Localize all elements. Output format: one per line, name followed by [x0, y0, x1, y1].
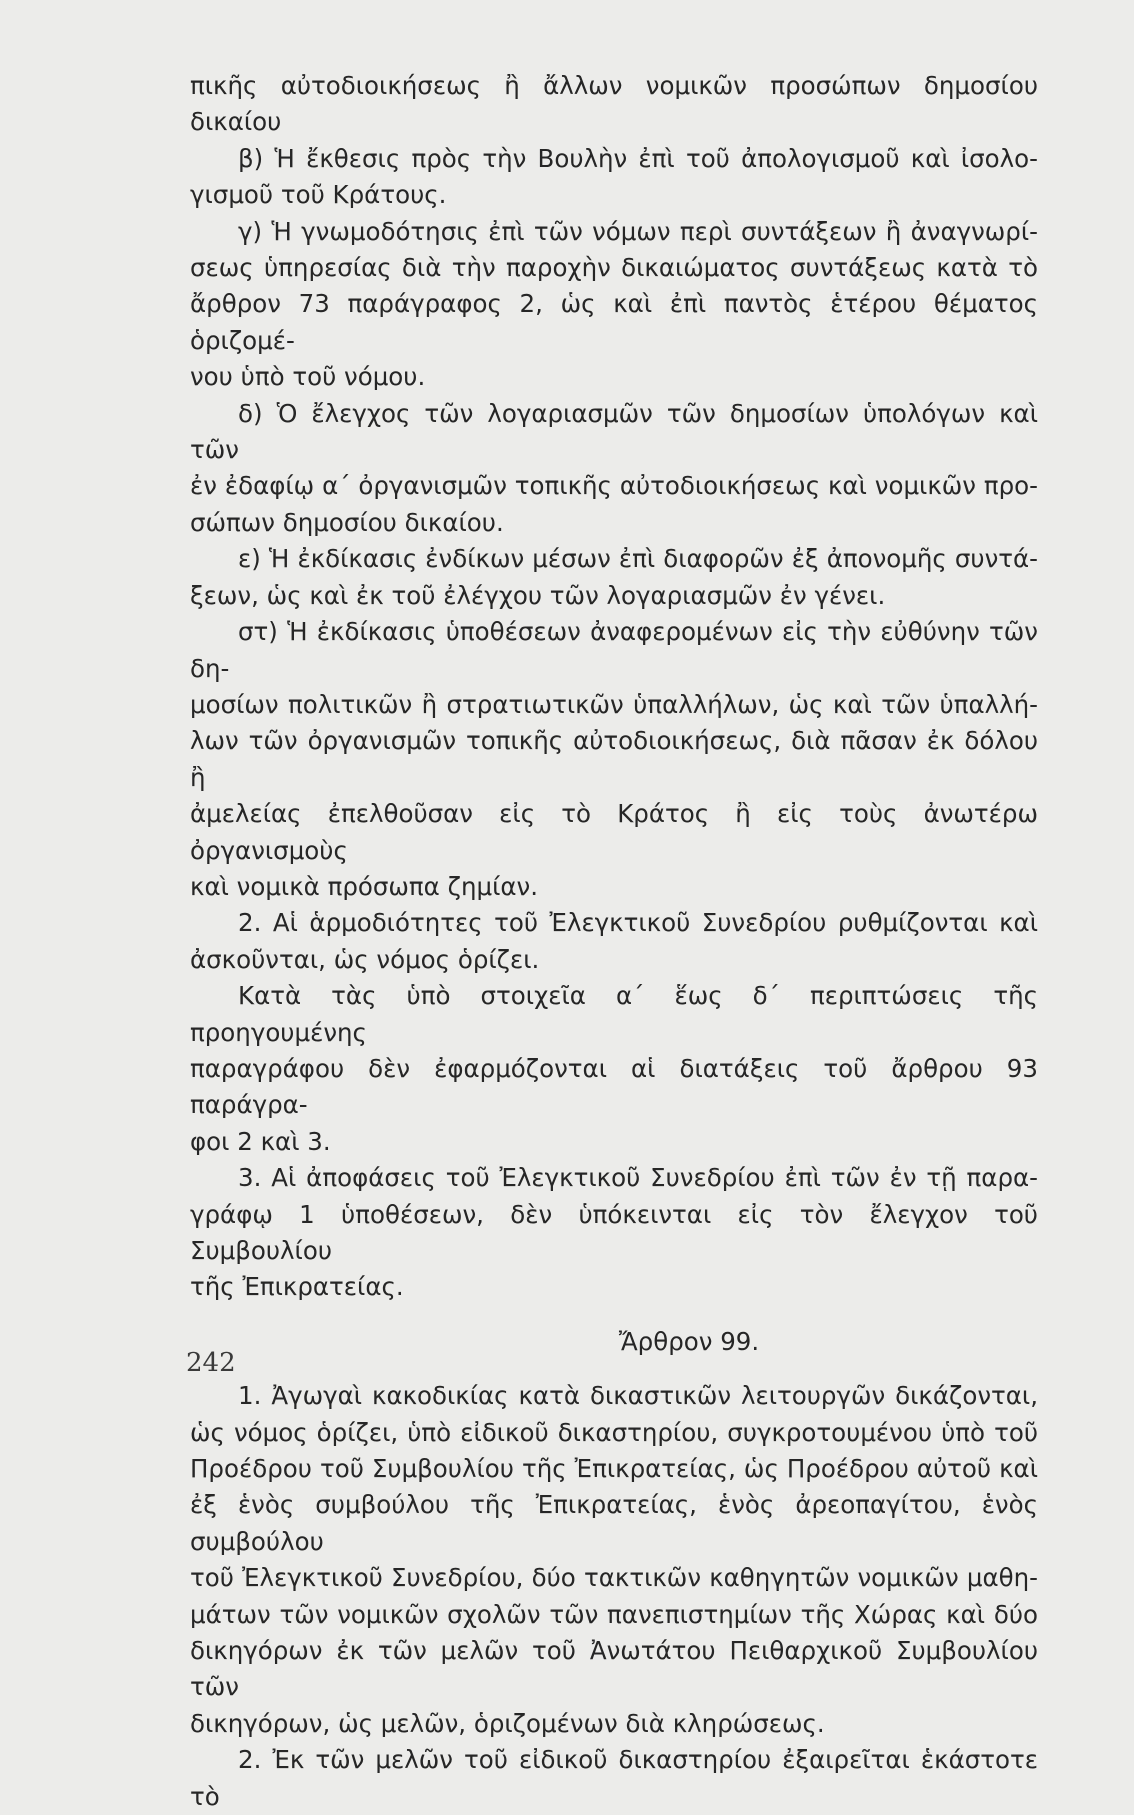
- text-line: ὡς νόμος ὁρίζει, ὑπὸ εἰδικοῦ δικαστηρίου, συγκροτουμένου ὑπὸ τοῦ: [190, 1417, 1038, 1447]
- text-line: τοῦ Ἐλεγκτικοῦ Συνεδρίου, δύο τακτικῶν καθηγητῶν νομικῶν μαθη-: [190, 1563, 1038, 1593]
- text-line: ξεων, ὡς καὶ ἐκ τοῦ ἐλέγχου τῶν λογαριασμῶν ἐν γένει.: [190, 580, 886, 610]
- text-line: γ) Ἡ γνωμοδότησις ἐπὶ τῶν νόμων περὶ συντάξεων ἢ ἀναγνωρί-: [238, 216, 1038, 246]
- text-line: δικηγόρων, ὡς μελῶν, ὁριζομένων διὰ κληρώσεως.: [190, 1708, 825, 1738]
- text-line: σεως ὑπηρεσίας διὰ τὴν παροχὴν δικαιώματος συντάξεως κατὰ τὸ: [190, 253, 1038, 283]
- text-line: μάτων τῶν νομικῶν σχολῶν τῶν πανεπιστημίων τῆς Χώρας καὶ δύο: [190, 1599, 1038, 1629]
- text-line: παραγράφου δὲν ἐφαρμόζονται αἱ διατάξεις τοῦ ἄρθρου 93 παράγρα-: [190, 1053, 1038, 1120]
- text-line: ἀσκοῦνται, ὡς νόμος ὁρίζει.: [190, 944, 540, 974]
- text-line: στ) Ἡ ἐκδίκασις ὑποθέσεων ἀναφερομένων εἰς τὴν εὐθύνην τῶν δη-: [190, 617, 1038, 683]
- text-line: γράφῳ 1 ὑποθέσεων, δὲν ὑπόκεινται εἰς τὸν ἔλεγχον τοῦ Συμβουλίου: [190, 1199, 1038, 1265]
- text-line: τῆς Ἐπικρατείας.: [190, 1272, 404, 1302]
- text-line: 2. Ἐκ τῶν μελῶν τοῦ εἰδικοῦ δικαστηρίου ἐξαιρεῖται ἑκάστοτε τὸ: [190, 1745, 1038, 1811]
- text-line: ε) Ἡ ἐκδίκασις ἐνδίκων μέσων ἐπὶ διαφορῶν ἐξ ἀπονομῆς συντά-: [238, 544, 1038, 574]
- body-text: [190, 68, 1038, 1815]
- text-line: δ) Ὁ ἔλεγχος τῶν λογαριασμῶν τῶν δημοσίων ὑπολόγων καὶ τῶν: [190, 398, 1038, 465]
- page-number: 242: [186, 1348, 236, 1378]
- text-line: β) Ἡ ἔκθεσις πρὸς τὴν Βουλὴν ἐπὶ τοῦ ἀπολογισμοῦ καὶ ἰσολο-: [238, 143, 1038, 173]
- text-line: Προέδρου τοῦ Συμβουλίου τῆς Ἐπικρατείας, ὡς Προέδρου αὐτοῦ καὶ: [190, 1454, 1038, 1484]
- text-line: πικῆς αὐτοδιοικήσεως ἢ ἄλλων νομικῶν προσώπων δημοσίου δικαίου: [190, 71, 1038, 137]
- text-line: ἀμελείας ἐπελθοῦσαν εἰς τὸ Κράτος ἢ εἰς τοὺς ἀνωτέρω ὀργανισμοὺς: [190, 799, 1038, 865]
- text-line: 1. Ἀγωγαὶ κακοδικίας κατὰ δικαστικῶν λειτουργῶν δικάζονται,: [238, 1381, 1038, 1411]
- text-line: 2. Αἱ ἁρμοδιότητες τοῦ Ἐλεγκτικοῦ Συνεδρίου ρυθμίζονται καὶ: [238, 908, 1038, 938]
- article-heading: Ἄρθρον 99.: [618, 1326, 760, 1356]
- text-line: 3. Αἱ ἀποφάσεις τοῦ Ἐλεγκτικοῦ Συνεδρίου ἐπὶ τῶν ἐν τῇ παρα-: [238, 1163, 1038, 1193]
- text-line: ἄρθρον 73 παράγραφος 2, ὡς καὶ ἐπὶ παντὸς ἑτέρου θέματος ὁριζομέ-: [190, 289, 1038, 355]
- text-line: φοι 2 καὶ 3.: [190, 1126, 331, 1156]
- text-line: λων τῶν ὀργανισμῶν τοπικῆς αὐτοδιοικήσεως, διὰ πᾶσαν ἐκ δόλου ἢ: [190, 726, 1038, 792]
- text-line: ἐν ἐδαφίῳ α΄ ὀργανισμῶν τοπικῆς αὐτοδιοικήσεως καὶ νομικῶν προ-: [190, 471, 1038, 501]
- text-line: Κατὰ τὰς ὑπὸ στοιχεῖα α΄ ἕως δ΄ περιπτώσεις τῆς προηγουμένης: [190, 981, 1038, 1047]
- text-line: καὶ νομικὰ πρόσωπα ζημίαν.: [190, 871, 538, 901]
- text-line: δικηγόρων ἐκ τῶν μελῶν τοῦ Ἀνωτάτου Πειθαρχικοῦ Συμβουλίου τῶν: [190, 1636, 1038, 1702]
- text-line: γισμοῦ τοῦ Κράτους.: [190, 180, 447, 210]
- text-line: ἐξ ἑνὸς συμβούλου τῆς Ἐπικρατείας, ἑνὸς ἀρεοπαγίτου, ἑνὸς συμβούλου: [190, 1490, 1038, 1556]
- text-line: μοσίων πολιτικῶν ἢ στρατιωτικῶν ὑπαλλήλων, ὡς καὶ τῶν ὑπαλλή-: [190, 689, 1038, 719]
- text-line: σώπων δημοσίου δικαίου.: [190, 507, 504, 537]
- text-line: νου ὑπὸ τοῦ νόμου.: [190, 362, 426, 392]
